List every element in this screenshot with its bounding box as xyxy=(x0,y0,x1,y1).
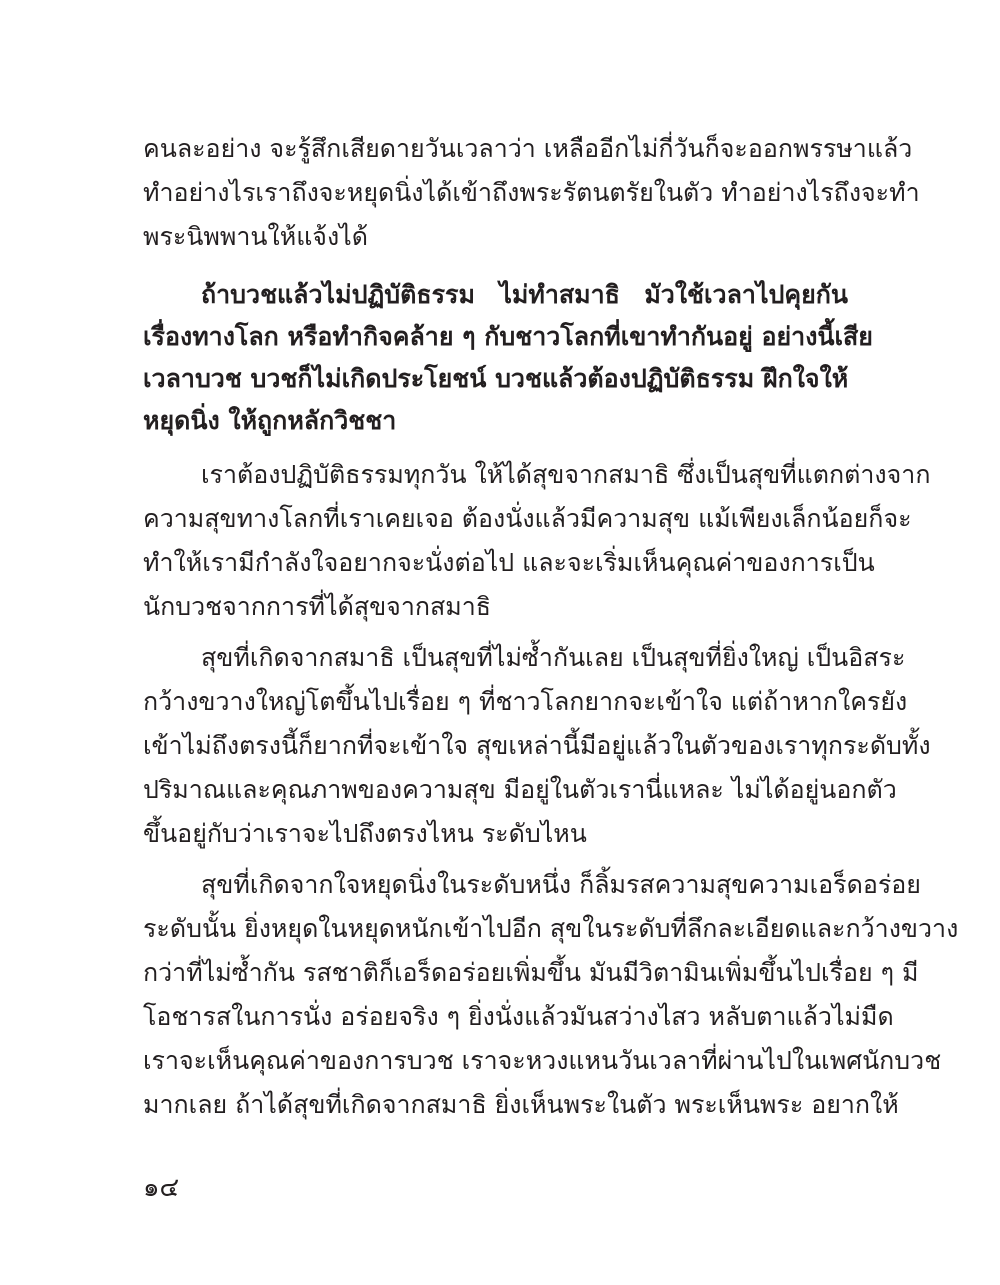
paragraph-line: เวลาบวช บวชก็ไม่เกิดประโยชน์ บวชแล้วต้องปฏิบัติธรรม ฝึกใจให้ xyxy=(143,364,849,393)
paragraph-line: เรื่องทางโลก หรือทำกิจคล้าย ๆ กับชาวโลกที่เขาทำกันอยู่ อย่างนี้เสีย xyxy=(143,322,873,351)
paragraph-line: สุขที่เกิดจากสมาธิ เป็นสุขที่ไม่ซ้ำกันเลย เป็นสุขที่ยิ่งใหญ่ เป็นอิสระ xyxy=(201,643,906,672)
paragraph-line: กว่าที่ไม่ซ้ำกัน รสชาติก็เอร็ดอร่อยเพิ่มขึ้น มันมีวิตามินเพิ่มขึ้นไปเรื่อย ๆ มี xyxy=(143,958,919,987)
paragraph-line: พระนิพพานให้แจ้งได้ xyxy=(143,222,368,251)
paragraph-line: เราจะเห็นคุณค่าของการบวช เราจะหวงแหนวันเวลาที่ผ่านไปในเพศนักบวช xyxy=(143,1046,942,1075)
paragraph-line: กว้างขวางใหญ่โตขึ้นไปเรื่อย ๆ ที่ชาวโลกยากจะเข้าใจ แต่ถ้าหากใครยัง xyxy=(143,687,908,716)
paragraph-line: นักบวชจากการที่ได้สุขจากสมาธิ xyxy=(143,592,492,621)
paragraph-line: ขึ้นอยู่กับว่าเราจะไปถึงตรงไหน ระดับไหน xyxy=(143,819,587,848)
paragraph-line: มากเลย ถ้าได้สุขที่เกิดจากสมาธิ ยิ่งเห็นพระในตัว พระเห็นพระ อยากให้ xyxy=(143,1090,899,1119)
paragraph-line: หยุดนิ่ง ให้ถูกหลักวิชชา xyxy=(143,406,397,435)
paragraph-4 xyxy=(143,636,931,856)
paragraph-line: ระดับนั้น ยิ่งหยุดในหยุดหนักเข้าไปอีก สุขในระดับที่ลึกละเอียดและกว้างขวาง xyxy=(143,914,959,943)
paragraph-3 xyxy=(143,453,931,629)
paragraph-line: สุขที่เกิดจากใจหยุดนิ่งในระดับหนึ่ง ก็ลิ้มรสความสุขความเอร็ดอร่อย xyxy=(201,870,921,899)
paragraph-line: ทำให้เรามีกำลังใจอยากจะนั่งต่อไป และจะเริ่มเห็นคุณค่าของการเป็น xyxy=(143,548,875,577)
paragraph-line: เราต้องปฏิบัติธรรมทุกวัน ให้ได้สุขจากสมาธิ ซึ่งเป็นสุขที่แตกต่างจาก xyxy=(201,460,931,489)
paragraph-1 xyxy=(143,127,920,259)
paragraph-line: ความสุขทางโลกที่เราเคยเจอ ต้องนั่งแล้วมีความสุข แม้เพียงเล็กน้อยก็จะ xyxy=(143,504,912,533)
paragraph-line: ปริมาณและคุณภาพของความสุข มีอยู่ในตัวเรานี่แหละ ไม่ได้อยู่นอกตัว xyxy=(143,775,897,804)
paragraph-line: คนละอย่าง จะรู้สึกเสียดายวันเวลาว่า เหลืออีกไม่กี่วันก็จะออกพรรษาแล้ว xyxy=(143,134,913,163)
paragraph-line: ถ้าบวชแล้วไม่ปฏิบัติธรรม ไม่ทำสมาธิ มัวใช้เวลาไปคุยกัน xyxy=(201,280,848,309)
paragraph-line: ทำอย่างไรเราถึงจะหยุดนิ่งได้เข้าถึงพระรัตนตรัยในตัว ทำอย่างไรถึงจะทำ xyxy=(143,178,920,207)
page-number: ๑๔ xyxy=(143,1173,180,1203)
paragraph-2-bold xyxy=(143,274,873,442)
paragraph-line: เข้าไม่ถึงตรงนี้ก็ยากที่จะเข้าใจ สุขเหล่านี้มีอยู่แล้วในตัวของเราทุกระดับทั้ง xyxy=(143,731,931,760)
paragraph-5 xyxy=(143,863,959,1127)
paragraph-line: โอชารสในการนั่ง อร่อยจริง ๆ ยิ่งนั่งแล้วมันสว่างไสว หลับตาแล้วไม่มืด xyxy=(143,1002,894,1031)
